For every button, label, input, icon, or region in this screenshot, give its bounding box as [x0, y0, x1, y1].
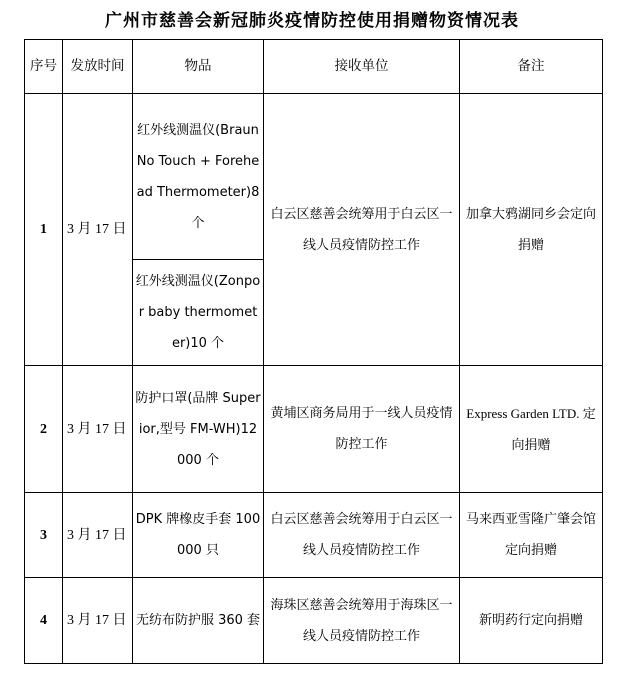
row-note: 新明药行定向捐赠	[460, 578, 603, 664]
donation-table	[24, 39, 602, 664]
row-recipient: 海珠区慈善会统筹用于海珠区一线人员疫情防控工作	[264, 578, 460, 664]
header-recipient: 接收单位	[264, 40, 460, 94]
table-header-row	[25, 40, 603, 94]
table-row	[25, 94, 603, 260]
row-seq: 3	[25, 493, 63, 578]
row-recipient: 白云区慈善会统筹用于白云区一线人员疫情防控工作	[264, 493, 460, 578]
row-recipient: 白云区慈善会统筹用于白云区一线人员疫情防控工作	[264, 94, 460, 366]
document-title: 广州市慈善会新冠肺炎疫情防控使用捐赠物资情况表	[105, 11, 519, 31]
row-date: 3 月 17 日	[63, 578, 133, 664]
row-date: 3 月 17 日	[63, 94, 133, 366]
row-item: 红外线测温仪(Zonpor baby thermometer)10 个	[133, 260, 264, 366]
row-item: 红外线测温仪(Braun No Touch + Forehead Thermometer)8 个	[133, 94, 264, 260]
header-date: 发放时间	[63, 40, 133, 94]
row-item: 防护口罩(品牌 Superior,型号 FM-WH)12000 个	[133, 366, 264, 493]
row-recipient: 黄埔区商务局用于一线人员疫情防控工作	[264, 366, 460, 493]
row-seq: 4	[25, 578, 63, 664]
row-note: 马来西亚雪隆广肇会馆定向捐赠	[460, 493, 603, 578]
row-seq: 1	[25, 94, 63, 366]
row-seq: 2	[25, 366, 63, 493]
table-row	[25, 578, 603, 664]
header-seq: 序号	[25, 40, 63, 94]
header-note: 备注	[460, 40, 603, 94]
row-item: DPK 牌橡皮手套 100000 只	[133, 493, 264, 578]
row-item: 无纺布防护服 360 套	[133, 578, 264, 664]
row-note: Express Garden LTD. 定向捐赠	[460, 366, 603, 493]
table-row	[25, 493, 603, 578]
row-note: 加拿大鸦湖同乡会定向捐赠	[460, 94, 603, 366]
table-row	[25, 366, 603, 493]
header-item: 物品	[133, 40, 264, 94]
row-date: 3 月 17 日	[63, 366, 133, 493]
row-date: 3 月 17 日	[63, 493, 133, 578]
